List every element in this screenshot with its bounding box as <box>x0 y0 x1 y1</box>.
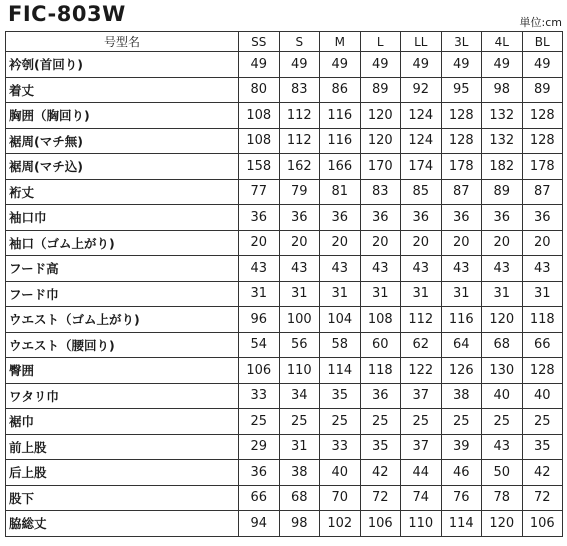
measurement-value: 72 <box>522 485 563 511</box>
measurement-value: 25 <box>279 409 320 435</box>
measurement-label: 前上股 <box>6 434 239 460</box>
measurement-value: 40 <box>320 460 361 486</box>
unit-label: 単位:cm <box>519 16 562 29</box>
measurement-value: 108 <box>360 307 401 333</box>
size-header-cell: L <box>360 32 401 52</box>
measurement-value: 39 <box>441 434 482 460</box>
measurement-value: 128 <box>522 128 563 154</box>
size-header-cell: BL <box>522 32 563 52</box>
measurement-value: 124 <box>401 128 442 154</box>
measurement-value: 106 <box>522 511 563 537</box>
measurement-value: 56 <box>279 332 320 358</box>
table-body <box>6 52 563 537</box>
measurement-value: 128 <box>522 103 563 129</box>
measurement-value: 33 <box>320 434 361 460</box>
measurement-value: 79 <box>279 179 320 205</box>
measurement-value: 76 <box>441 485 482 511</box>
table-row <box>6 434 563 460</box>
measurement-value: 108 <box>239 128 280 154</box>
measurement-label: 裾巾 <box>6 409 239 435</box>
measurement-value: 44 <box>401 460 442 486</box>
measurement-value: 43 <box>279 256 320 282</box>
measurement-value: 120 <box>360 103 401 129</box>
measurement-label: 裾周(マチ込) <box>6 154 239 180</box>
measurement-value: 46 <box>441 460 482 486</box>
measurement-value: 43 <box>320 256 361 282</box>
measurement-value: 31 <box>401 281 442 307</box>
measurement-value: 36 <box>360 205 401 231</box>
measurement-value: 60 <box>360 332 401 358</box>
measurement-label: 着丈 <box>6 77 239 103</box>
product-code-title: FIC-803W <box>8 2 126 26</box>
table-row <box>6 205 563 231</box>
measurement-value: 36 <box>239 205 280 231</box>
measurement-value: 31 <box>279 434 320 460</box>
measurement-value: 112 <box>401 307 442 333</box>
measurement-label: 裄丈 <box>6 179 239 205</box>
table-row <box>6 332 563 358</box>
measurement-value: 78 <box>482 485 523 511</box>
measurement-value: 31 <box>522 281 563 307</box>
measurement-value: 162 <box>279 154 320 180</box>
size-header-cell: SS <box>239 32 280 52</box>
measurement-value: 116 <box>441 307 482 333</box>
size-header-cell: 3L <box>441 32 482 52</box>
table-row <box>6 103 563 129</box>
measurement-value: 87 <box>522 179 563 205</box>
measurement-value: 114 <box>441 511 482 537</box>
measurement-value: 36 <box>482 205 523 231</box>
measurement-label: 胸囲（胸回り) <box>6 103 239 129</box>
measurement-value: 33 <box>239 383 280 409</box>
measurement-value: 40 <box>482 383 523 409</box>
measurement-value: 49 <box>239 52 280 78</box>
measurement-value: 102 <box>320 511 361 537</box>
measurement-value: 43 <box>441 256 482 282</box>
measurement-value: 89 <box>522 77 563 103</box>
measurement-value: 50 <box>482 460 523 486</box>
measurement-value: 118 <box>360 358 401 384</box>
measurement-value: 100 <box>279 307 320 333</box>
measurement-value: 49 <box>360 52 401 78</box>
measurement-value: 36 <box>522 205 563 231</box>
measurement-value: 20 <box>239 230 280 256</box>
measurement-value: 36 <box>279 205 320 231</box>
measurement-value: 35 <box>320 383 361 409</box>
measurement-value: 49 <box>279 52 320 78</box>
measurement-value: 31 <box>239 281 280 307</box>
measurement-value: 36 <box>401 205 442 231</box>
measurement-value: 20 <box>360 230 401 256</box>
measurement-value: 49 <box>482 52 523 78</box>
header-label-cell: 号型名 <box>6 32 239 52</box>
measurement-value: 25 <box>360 409 401 435</box>
measurement-value: 92 <box>401 77 442 103</box>
measurement-value: 86 <box>320 77 361 103</box>
measurement-value: 94 <box>239 511 280 537</box>
measurement-value: 36 <box>360 383 401 409</box>
measurement-value: 116 <box>320 128 361 154</box>
measurement-value: 130 <box>482 358 523 384</box>
measurement-value: 120 <box>360 128 401 154</box>
measurement-value: 80 <box>239 77 280 103</box>
table-row <box>6 511 563 537</box>
measurement-value: 43 <box>522 256 563 282</box>
measurement-value: 106 <box>360 511 401 537</box>
table-row <box>6 409 563 435</box>
measurement-value: 85 <box>401 179 442 205</box>
measurement-value: 178 <box>441 154 482 180</box>
measurement-value: 110 <box>401 511 442 537</box>
measurement-value: 54 <box>239 332 280 358</box>
measurement-value: 120 <box>482 307 523 333</box>
measurement-value: 110 <box>279 358 320 384</box>
measurement-value: 29 <box>239 434 280 460</box>
measurement-label: 股下 <box>6 485 239 511</box>
measurement-value: 74 <box>401 485 442 511</box>
measurement-value: 49 <box>320 52 361 78</box>
measurement-value: 68 <box>279 485 320 511</box>
measurement-label: 衿刳(首回り) <box>6 52 239 78</box>
table-row <box>6 154 563 180</box>
measurement-value: 104 <box>320 307 361 333</box>
measurement-value: 36 <box>320 205 361 231</box>
measurement-value: 116 <box>320 103 361 129</box>
table-row <box>6 256 563 282</box>
measurement-value: 37 <box>401 434 442 460</box>
measurement-value: 31 <box>320 281 361 307</box>
measurement-value: 43 <box>239 256 280 282</box>
header-row <box>6 32 563 52</box>
measurement-value: 20 <box>320 230 361 256</box>
measurement-value: 128 <box>441 128 482 154</box>
measurement-value: 43 <box>360 256 401 282</box>
measurement-value: 182 <box>482 154 523 180</box>
measurement-value: 106 <box>239 358 280 384</box>
size-chart-table <box>5 31 563 537</box>
measurement-label: 袖口巾 <box>6 205 239 231</box>
measurement-value: 42 <box>522 460 563 486</box>
measurement-value: 49 <box>522 52 563 78</box>
measurement-value: 43 <box>482 256 523 282</box>
measurement-value: 68 <box>482 332 523 358</box>
measurement-value: 166 <box>320 154 361 180</box>
measurement-value: 118 <box>522 307 563 333</box>
measurement-label: ウエスト（腰回り) <box>6 332 239 358</box>
measurement-label: 裾周(マチ無) <box>6 128 239 154</box>
measurement-value: 31 <box>441 281 482 307</box>
measurement-value: 66 <box>522 332 563 358</box>
measurement-label: 袖口（ゴム上がり) <box>6 230 239 256</box>
measurement-value: 128 <box>522 358 563 384</box>
measurement-value: 98 <box>279 511 320 537</box>
measurement-label: 后上股 <box>6 460 239 486</box>
table-row <box>6 52 563 78</box>
measurement-value: 158 <box>239 154 280 180</box>
measurement-value: 132 <box>482 103 523 129</box>
measurement-value: 83 <box>360 179 401 205</box>
measurement-value: 108 <box>239 103 280 129</box>
measurement-value: 35 <box>360 434 401 460</box>
measurement-value: 36 <box>441 205 482 231</box>
measurement-value: 43 <box>401 256 442 282</box>
measurement-value: 126 <box>441 358 482 384</box>
measurement-value: 83 <box>279 77 320 103</box>
measurement-value: 95 <box>441 77 482 103</box>
measurement-value: 112 <box>279 103 320 129</box>
measurement-value: 132 <box>482 128 523 154</box>
measurement-value: 89 <box>482 179 523 205</box>
measurement-value: 122 <box>401 358 442 384</box>
measurement-value: 62 <box>401 332 442 358</box>
measurement-value: 128 <box>441 103 482 129</box>
measurement-value: 25 <box>239 409 280 435</box>
measurement-value: 42 <box>360 460 401 486</box>
measurement-value: 120 <box>482 511 523 537</box>
measurement-value: 49 <box>441 52 482 78</box>
measurement-value: 25 <box>320 409 361 435</box>
table-row <box>6 307 563 333</box>
table-row <box>6 383 563 409</box>
measurement-value: 38 <box>279 460 320 486</box>
table-row <box>6 230 563 256</box>
size-header-cell: 4L <box>482 32 523 52</box>
measurement-value: 58 <box>320 332 361 358</box>
measurement-value: 178 <box>522 154 563 180</box>
measurement-value: 96 <box>239 307 280 333</box>
measurement-value: 20 <box>441 230 482 256</box>
measurement-value: 114 <box>320 358 361 384</box>
measurement-label: 脇総丈 <box>6 511 239 537</box>
measurement-value: 112 <box>279 128 320 154</box>
measurement-value: 87 <box>441 179 482 205</box>
table-row <box>6 485 563 511</box>
measurement-label: 臀囲 <box>6 358 239 384</box>
measurement-value: 25 <box>441 409 482 435</box>
table-row <box>6 179 563 205</box>
measurement-value: 66 <box>239 485 280 511</box>
measurement-value: 31 <box>360 281 401 307</box>
measurement-value: 25 <box>522 409 563 435</box>
measurement-value: 36 <box>239 460 280 486</box>
measurement-value: 124 <box>401 103 442 129</box>
measurement-label: フード巾 <box>6 281 239 307</box>
measurement-value: 20 <box>522 230 563 256</box>
measurement-value: 20 <box>482 230 523 256</box>
measurement-value: 31 <box>482 281 523 307</box>
table-row <box>6 128 563 154</box>
table-row <box>6 358 563 384</box>
measurement-value: 174 <box>401 154 442 180</box>
size-header-cell: LL <box>401 32 442 52</box>
measurement-value: 31 <box>279 281 320 307</box>
measurement-value: 37 <box>401 383 442 409</box>
size-header-cell: M <box>320 32 361 52</box>
measurement-value: 40 <box>522 383 563 409</box>
measurement-value: 20 <box>401 230 442 256</box>
measurement-value: 70 <box>320 485 361 511</box>
measurement-label: ワタリ巾 <box>6 383 239 409</box>
measurement-value: 20 <box>279 230 320 256</box>
measurement-value: 81 <box>320 179 361 205</box>
table-row <box>6 281 563 307</box>
size-header-cell: S <box>279 32 320 52</box>
table-row <box>6 460 563 486</box>
measurement-value: 43 <box>482 434 523 460</box>
measurement-value: 77 <box>239 179 280 205</box>
measurement-value: 38 <box>441 383 482 409</box>
measurement-value: 34 <box>279 383 320 409</box>
measurement-value: 98 <box>482 77 523 103</box>
measurement-value: 170 <box>360 154 401 180</box>
table-row <box>6 77 563 103</box>
measurement-label: フード高 <box>6 256 239 282</box>
measurement-value: 25 <box>482 409 523 435</box>
measurement-value: 49 <box>401 52 442 78</box>
measurement-value: 72 <box>360 485 401 511</box>
measurement-value: 89 <box>360 77 401 103</box>
measurement-value: 25 <box>401 409 442 435</box>
measurement-value: 35 <box>522 434 563 460</box>
measurement-value: 64 <box>441 332 482 358</box>
measurement-label: ウエスト（ゴム上がり) <box>6 307 239 333</box>
